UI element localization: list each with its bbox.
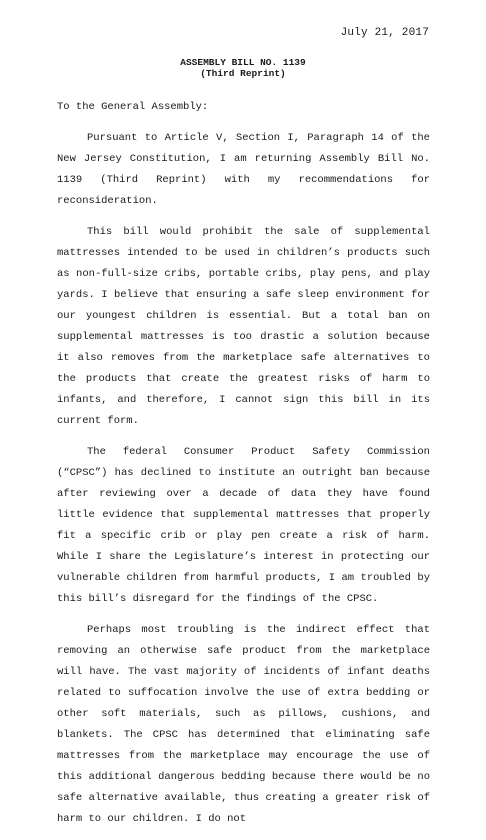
letter-body	[57, 97, 430, 840]
letter-date: July 21, 2017	[340, 27, 429, 39]
paragraph-3: The federal Consumer Product Safety Commission (“CPSC”) has declined to institute an outright ban because after reviewing over a decade of data they have found little evidence that supplemental mattresses that properly fit a specific crib or play pen create a risk of harm. While I share the Legislature’s interest in protecting our vulnerable children from harmful products, I am troubled by this bill’s disregard for the findings of the CPSC.	[57, 446, 430, 605]
bill-heading	[0, 57, 486, 79]
bill-title: ASSEMBLY BILL NO. 1139	[180, 57, 306, 68]
salutation: To the General Assembly:	[57, 101, 209, 113]
paragraph-1: Pursuant to Article V, Section I, Paragraph 14 of the New Jersey Constitution, I am returning Assembly Bill No. 1139 (Third Reprint) with my recommendations for reconsideration.	[57, 132, 430, 207]
paragraph-4: Perhaps most troubling is the indirect effect that removing an otherwise safe product from the marketplace will have. The vast majority of incidents of infant deaths related to suffocation involve the use of extra bedding or other soft materials, such as pillows, cushions, and blankets. The CPSC has determined that eliminating safe mattresses from the marketplace may encourage the use of this additional dangerous bedding because there would be no safe alternative available, thus creating a greater risk of harm to our children. I do not	[57, 624, 430, 825]
bill-subtitle: (Third Reprint)	[200, 68, 286, 79]
paragraph-2: This bill would prohibit the sale of supplemental mattresses intended to be used in children’s products such as non-full-size cribs, portable cribs, play pens, and play yards. I believe that ensuring a safe sleep environment for our youngest children is essential. But a total ban on supplemental mattresses is too drastic a solution because it also removes from the marketplace safe alternatives to the products that create the greatest risks of harm to infants, and therefore, I cannot sign this bill in its current form.	[57, 226, 430, 427]
